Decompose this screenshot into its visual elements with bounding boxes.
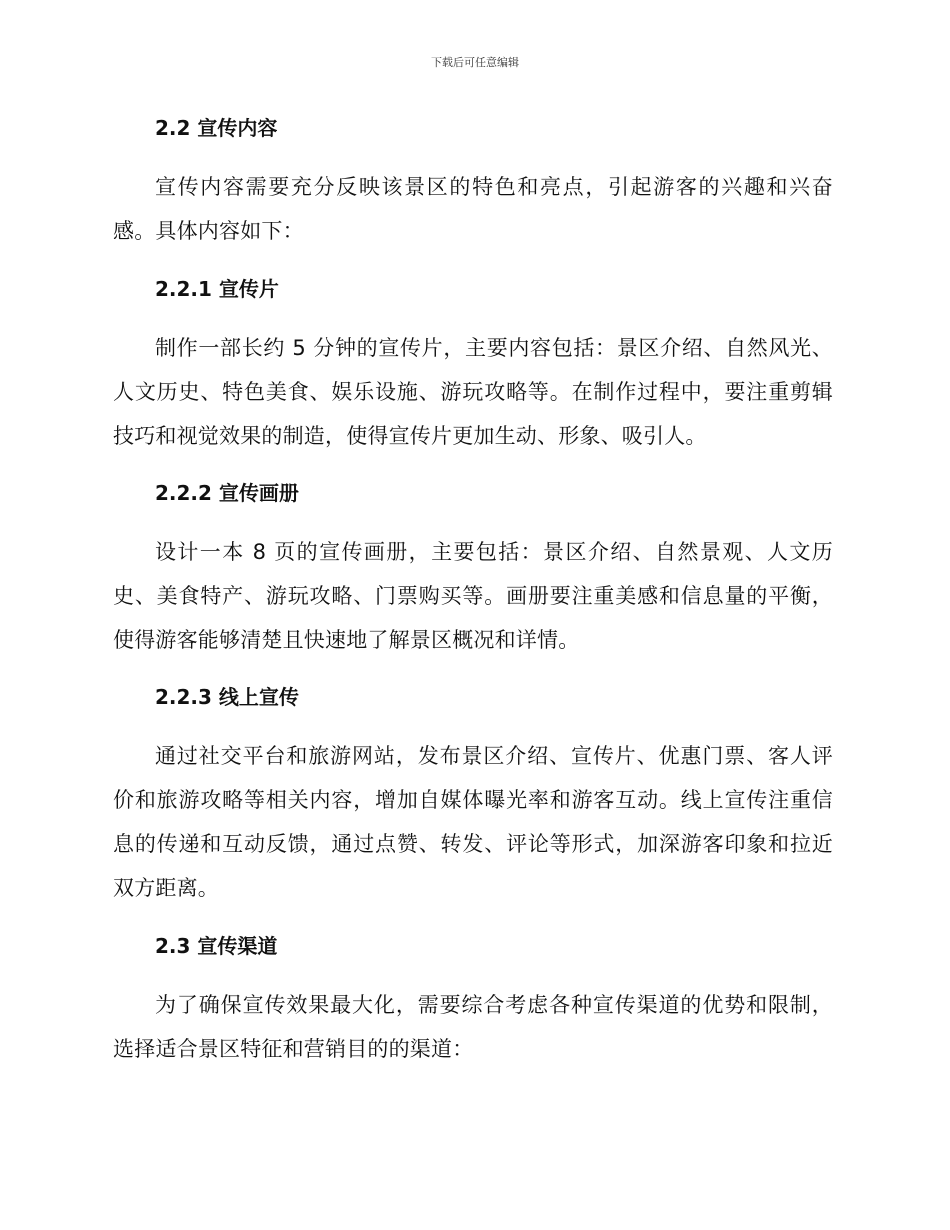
paragraph-text: 为了确保宣传效果最大化，需要综合考虑各种宣传渠道的优势和限制，选择适合景区特征和营销目的的渠道： <box>113 993 833 1061</box>
section-paragraph <box>113 165 833 253</box>
section-heading: 2.2.1 宣传片 <box>155 277 279 301</box>
section-paragraph <box>113 983 833 1071</box>
section-heading: 2.2 宣传内容 <box>155 116 278 140</box>
page-header-note: 下载后可任意编辑 <box>431 56 519 69</box>
paragraph-text: 宣传内容需要充分反映该景区的特色和亮点，引起游客的兴趣和兴奋感。具体内容如下： <box>113 175 833 243</box>
section-paragraph <box>113 734 833 910</box>
section-heading: 2.2.3 线上宣传 <box>155 685 299 709</box>
section-heading: 2.2.2 宣传画册 <box>155 481 299 505</box>
paragraph-text: 制作一部长约 5 分钟的宣传片，主要内容包括：景区介绍、自然风光、人文历史、特色美食、娱乐设施、游玩攻略等。在制作过程中，要注重剪辑技巧和视觉效果的制造，使得宣传片更加生动、形象、吸引人。 <box>113 336 833 448</box>
section-paragraph <box>113 326 833 458</box>
paragraph-text: 设计一本 8 页的宣传画册，主要包括：景区介绍、自然景观、人文历史、美食特产、游玩攻略、门票购买等。画册要注重美感和信息量的平衡，使得游客能够清楚且快速地了解景区概况和详情。 <box>113 540 833 652</box>
section-paragraph <box>113 530 833 662</box>
section-heading: 2.3 宣传渠道 <box>155 934 278 958</box>
paragraph-text: 通过社交平台和旅游网站，发布景区介绍、宣传片、优惠门票、客人评价和旅游攻略等相关内容，增加自媒体曝光率和游客互动。线上宣传注重信息的传递和互动反馈，通过点赞、转发、评论等形式，加深游客印象和拉近双方距离。 <box>113 744 833 900</box>
